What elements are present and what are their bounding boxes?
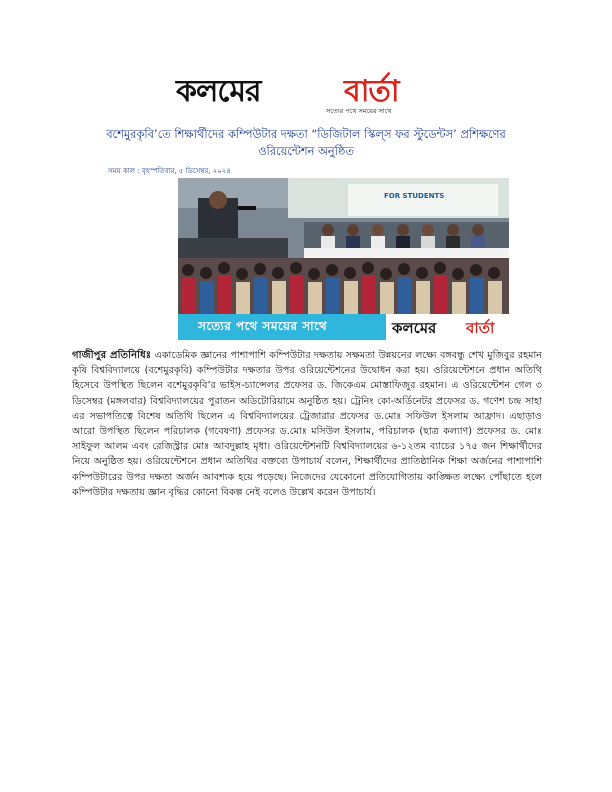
photo-banner-text: FOR STUDENTS [384, 192, 445, 200]
photo-caption-slogan: সত্যের পথে সময়ের সাথে [198, 319, 328, 333]
masthead-name-part1: কলমের [176, 74, 261, 109]
masthead-name-part2: বার্তা [344, 74, 399, 109]
photo-caption-logo [386, 314, 509, 340]
masthead-logo [176, 76, 436, 118]
masthead-tagline: সত্যের পথে সময়ের সাথে [326, 107, 392, 115]
photo-caption-bar [178, 314, 509, 340]
article-dateline: সময় কাল : বৃহস্পতিবার, ৫ ডিসেম্বর, ২০২৪ [108, 167, 231, 175]
photo-caption-logo-part2: বার্তা [466, 319, 495, 337]
photo-caption-logo-part1: কলমের [392, 319, 437, 337]
article-headline: বশেমুরকৃবি’তে শিক্ষার্থীদের কম্পিউটার দক্ষতা “ডিজিটাল স্কিল্স ফর স্টুডেন্টস’ প্রশিক্ষণের ওরিয়েন্টেশন অনুষ্ঠিত [106, 127, 506, 158]
article-lead: গাজীপুর প্রতিনিধিঃ [72, 350, 152, 361]
article-body [72, 348, 542, 500]
article-body-text: একাডেমিক জ্ঞানের পাশাপাশি কম্পিউটার দক্ষতায় সক্ষমতা উন্নয়নের লক্ষ্যে বঙ্গবন্ধু শেখ মুজিবুর রহমান কৃষি বিশ্ববিদ্যালয়ে (বশেমুরকৃবি) কম্পিউটার দক্ষতার উপর ওরিয়েন্টেশনের উদ্বোধন করা হয়। ওরিয়েন্টেশনে প্রধান অতিথি হিসেবে উপস্থিত ছিলেন বশেমুরকৃবি’র ভাইস-চ্যান্সেলর প্রফেসর ড. জিকেএম মোস্তাফিজুর রহমান। এ ওরিয়েন্টেশন গেল ৩ ডিসেম্বর (মঙ্গলবার) বিশ্ববিদ্যালয়ের পুরাতন অডিটোরিয়ামে অনুষ্ঠিত হয়। ট্রেনিং কো-অর্ডিনেটর প্রফেসর ড. গণেশ চন্দ্র সাহা এর সভাপতিত্বে বিশেষ অতিথি ছিলেন এ বিশ্ববিদ্যালয়ের ট্রেজারার প্রফেসর ড.মোঃ সফিউল ইসলাম আফ্রাদ। এছাড়াও আরো উপস্থিত ছিলেন পরিচালক (গবেষণা) প্রফেসর ড.মোঃ মসিউল ইসলাম, পরিচালক (ছাত্র কল্যাণ) প্রফেসর ড. মোঃ সাইফুল আলম এবং রেজিস্ট্রার মোঃ আবদুল্লাহ মৃধা। ওরিয়েন্টেশনটি বিশ্ববিদ্যালয়ের ৬-১২তম ব্যাচের ১৭৫ জন শিক্ষার্থীদের নিয়ে অনুষ্ঠিত হয়। ওরিয়েন্টেশনে প্রধান অতিথির বক্তব্যে উপাচার্য বলেন, শিক্ষার্থীদের প্রাতিষ্ঠানিক শিক্ষা অর্জনের পাশাপাশি কম্পিউটারের উপর দক্ষতা অর্জন আবশ্যক হয়ে পড়েছে। নিজেদের যেকোনো প্রতিযোগিতায় কাঙ্ক্ষিত লক্ষ্যে পোঁছাতে হলে কম্পিউটার দক্ষতায় জ্ঞান বৃদ্ধির কোনো বিকল্প নেই বলেও উল্লেখ করেন উপাচার্য। [72, 350, 542, 498]
article-photo [178, 178, 509, 340]
